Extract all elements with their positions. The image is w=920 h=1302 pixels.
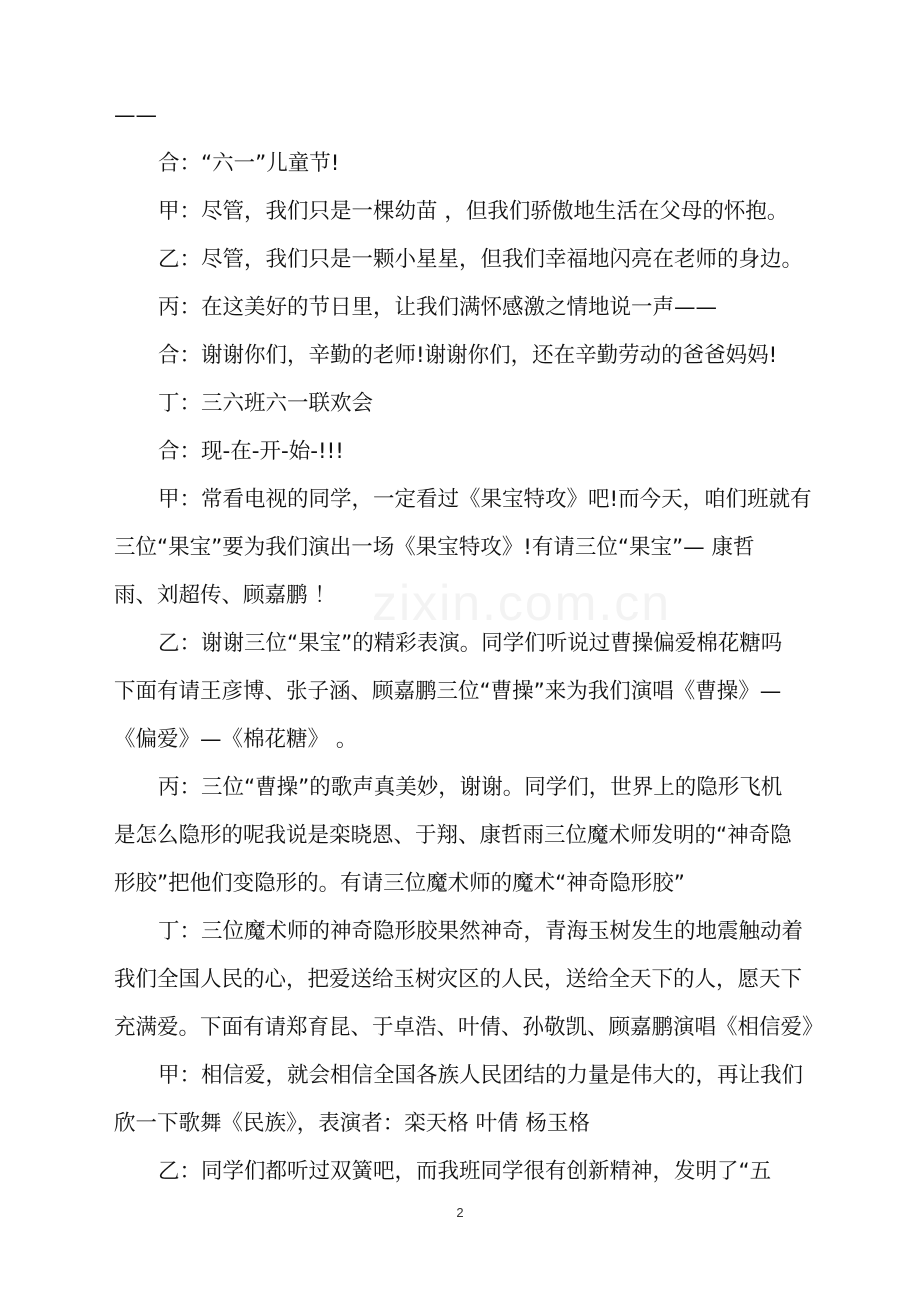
text-line: 甲：相信爱，就会相信全国各族人民团结的力量是伟大的，再让我们 [158,1063,804,1088]
text-line: 乙：谢谢三位“果宝”的精彩表演。同学们听说过曹操偏爱棉花糖吗 [158,631,783,656]
watermark: zixin.com.cn [372,575,672,631]
text-line: 丁：三位魔术师的神奇隐形胶果然神奇，青海玉树发生的地震触动着 [158,919,804,944]
text-line: 丙：在这美好的节日里，让我们满怀感激之情地说一声—— [158,295,718,320]
text-line: 形胶”把他们变隐形的。有请三位魔术师的魔术“神奇隐形胶” [114,871,685,896]
text-line: 下面有请王彦博、张子涵、顾嘉鹏三位“曹操”来为我们演唱《曹操》— [114,679,782,704]
text-line: 丙：三位“曹操”的歌声真美妙，谢谢。同学们，世界上的隐形飞机 [158,775,783,800]
text-line: —— [114,103,157,128]
text-line: 乙：尽管，我们只是一颗小星星，但我们幸福地闪亮在老师的身边。 [158,247,804,272]
text-line: 雨、刘超传、顾嘉鹏 ！ [114,583,336,608]
text-line: 《偏爱》—《棉花糖》 。 [114,727,358,752]
text-line: 合：“六一”儿童节! [158,151,340,176]
text-line: 丁：三六班六一联欢会 [158,391,374,416]
text-line: 合：现-在-开-始-!!! [158,439,344,464]
text-line: 充满爱。下面有请郑育昆、于卓浩、叶倩、孙敬凯、顾嘉鹏演唱《相信爱》 [114,1015,824,1040]
text-line: 三位“果宝”要为我们演出一场《果宝特攻》!有请三位“果宝”— 康哲 [114,535,755,560]
text-line: 甲：尽管，我们只是一棵幼苗 ，但我们骄傲地生活在父母的怀抱。 [158,199,789,224]
page-number: 2 [456,1205,464,1220]
text-line: 我们全国人民的心，把爱送给玉树灾区的人民，送给全天下的人，愿天下 [114,967,803,992]
text-line: 甲：常看电视的同学，一定看过《果宝特攻》吧!而今天，咱们班就有 [158,487,812,512]
document-body [114,92,824,1196]
text-line: 欣一下歌舞《民族》，表演者：栾天格 叶倩 杨玉格 [114,1111,590,1136]
text-line: 是怎么隐形的呢我说是栾晓恩、于翔、康哲雨三位魔术师发明的“神奇隐 [114,823,792,848]
text-line: 合：谢谢你们，辛勤的老师!谢谢你们，还在辛勤劳动的爸爸妈妈! [158,343,778,368]
text-line: 乙：同学们都听过双簧吧，而我班同学很有创新精神，发明了“五 [158,1159,772,1184]
